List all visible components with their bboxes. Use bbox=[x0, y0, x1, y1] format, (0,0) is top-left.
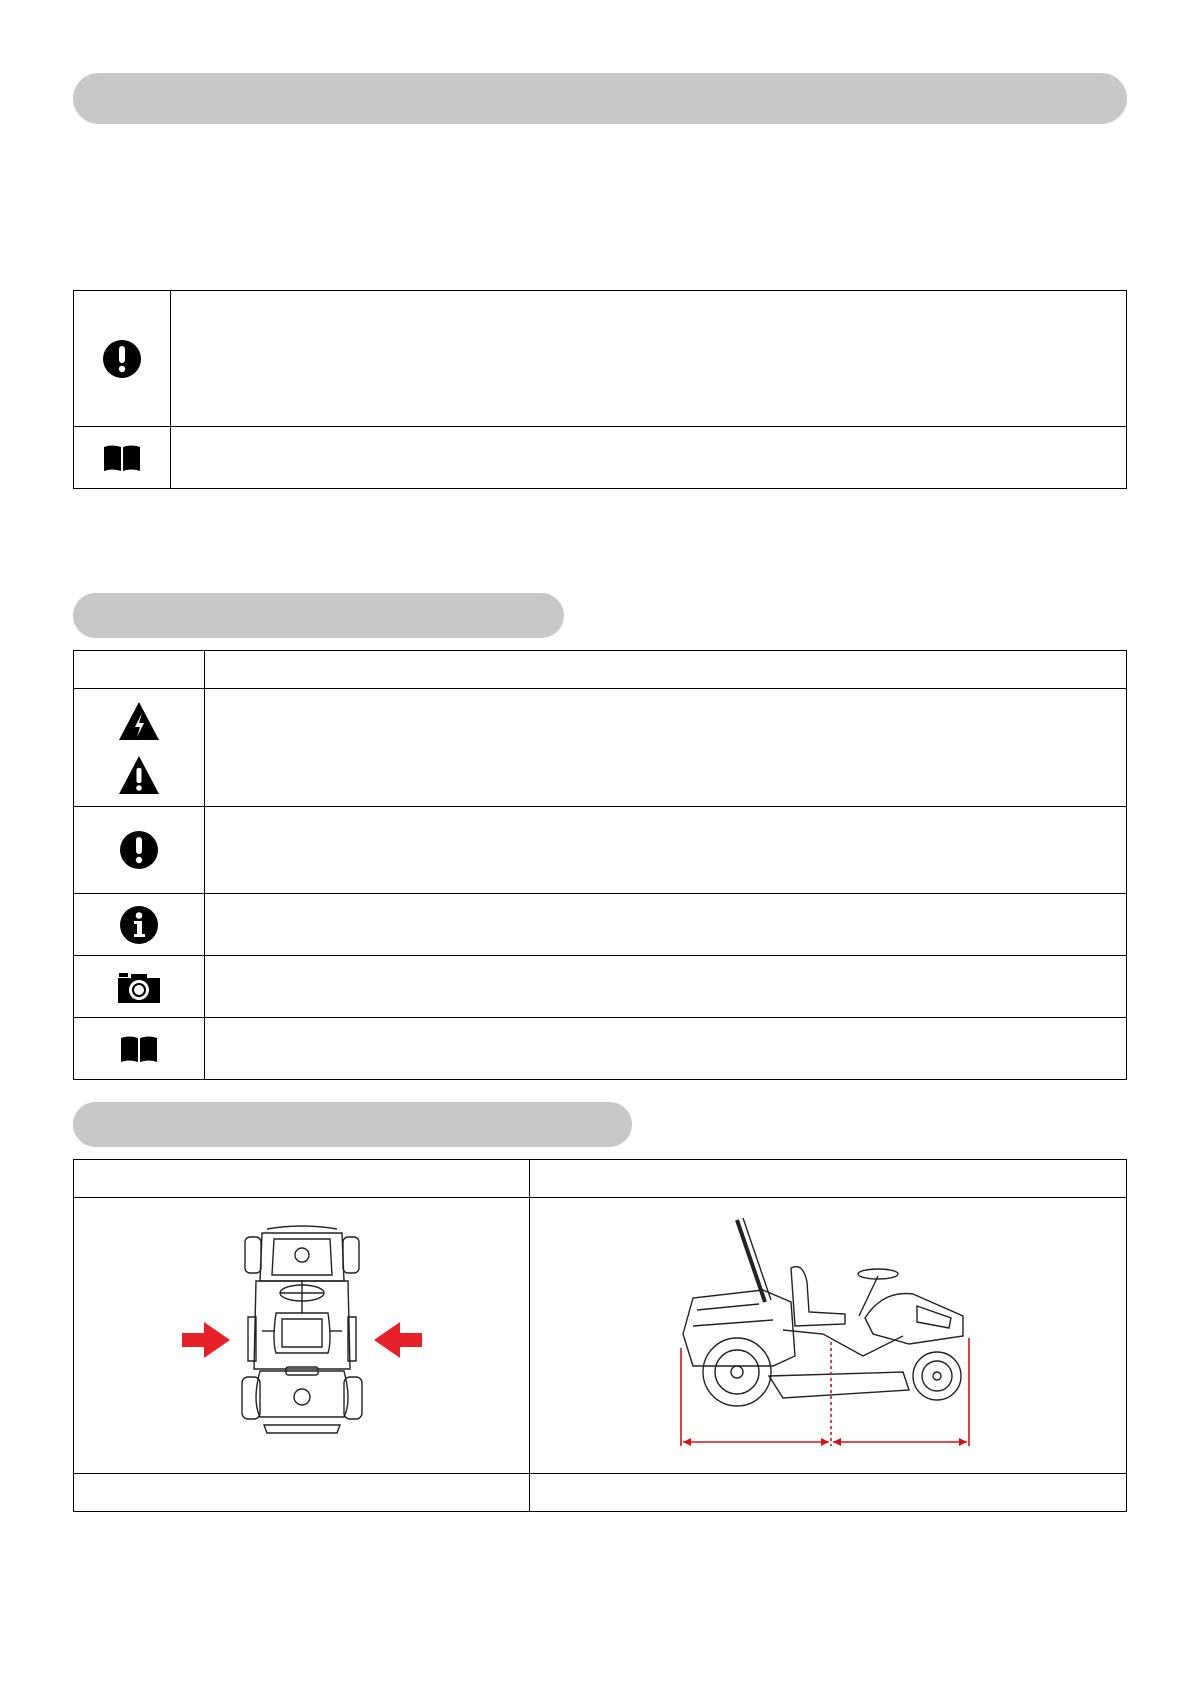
table-row bbox=[74, 956, 1127, 1018]
exclamation-circle-icon bbox=[102, 339, 142, 379]
top-view-mower-illustration bbox=[182, 1221, 422, 1451]
arrow-right-icon bbox=[182, 1322, 230, 1358]
symbols-section-bar bbox=[73, 593, 564, 638]
arrow-left-icon bbox=[374, 1322, 422, 1358]
table-row bbox=[74, 427, 1127, 489]
exclamation-warning-icon bbox=[118, 755, 160, 795]
table-row bbox=[74, 807, 1127, 894]
symbol-description bbox=[205, 1018, 1127, 1080]
symbols-table bbox=[73, 650, 1127, 1080]
directions-header-right bbox=[530, 1160, 1127, 1198]
table-header-row bbox=[74, 651, 1127, 689]
lightning-warning-icon bbox=[118, 701, 160, 741]
symbols-header-col1 bbox=[74, 651, 205, 689]
side-view-mower-illustration bbox=[673, 1206, 983, 1466]
header-bar bbox=[73, 73, 1127, 124]
table-row bbox=[74, 291, 1127, 427]
table-row bbox=[74, 1198, 1127, 1474]
directions-footer-left bbox=[74, 1474, 530, 1512]
symbol-description bbox=[205, 807, 1127, 894]
book-icon bbox=[120, 1035, 158, 1063]
info-circle-icon bbox=[119, 905, 159, 945]
notice-table bbox=[73, 290, 1127, 489]
symbol-description bbox=[205, 689, 1127, 807]
exclamation-circle-icon bbox=[119, 830, 159, 870]
notice-text bbox=[171, 427, 1127, 489]
directions-footer-right bbox=[530, 1474, 1127, 1512]
book-icon bbox=[103, 444, 141, 472]
table-header-row bbox=[74, 1160, 1127, 1198]
table-row bbox=[74, 894, 1127, 956]
symbol-description bbox=[205, 894, 1127, 956]
camera-icon bbox=[117, 970, 161, 1004]
table-row bbox=[74, 1018, 1127, 1080]
symbols-header-col2 bbox=[205, 651, 1127, 689]
directions-table bbox=[73, 1159, 1127, 1512]
symbol-description bbox=[205, 956, 1127, 1018]
directions-header-left bbox=[74, 1160, 530, 1198]
table-row bbox=[74, 689, 1127, 807]
notice-text bbox=[171, 291, 1127, 427]
table-row bbox=[74, 1474, 1127, 1512]
directions-section-bar bbox=[73, 1102, 632, 1147]
